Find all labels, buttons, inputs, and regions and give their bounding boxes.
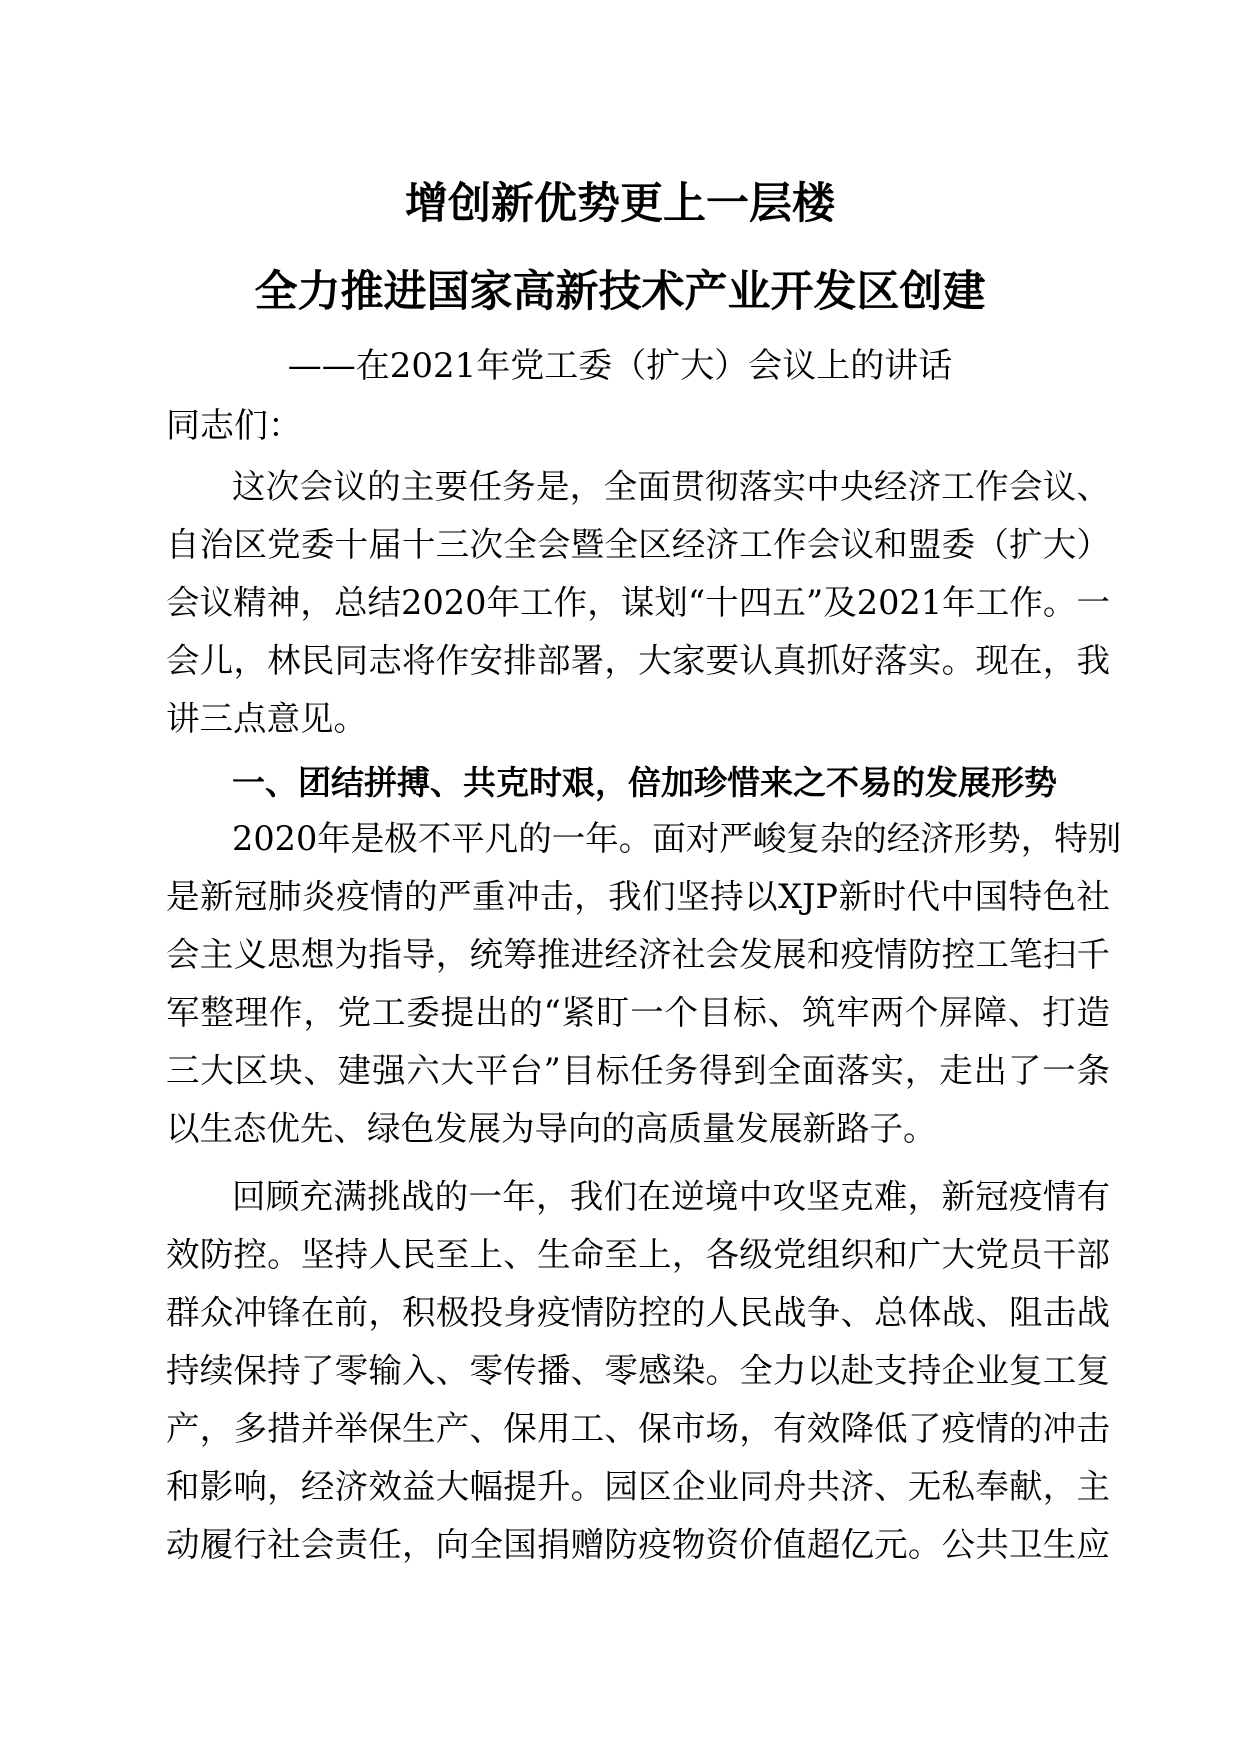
paragraph-line: 会主义思想为指导，统筹推进经济社会发展和疫情防控工笔扫千 [166, 935, 1110, 974]
paragraph-line: 和影响，经济效益大幅提升。园区企业同舟共济、无私奉献，主 [166, 1467, 1110, 1506]
paragraph-line: 会儿，林民同志将作安排部署，大家要认真抓好落实。现在，我 [166, 641, 1110, 680]
document-subtitle: ——在2021年党工委（扩大）会议上的讲话 [287, 346, 953, 386]
paragraph-line: 回顾充满挑战的一年，我们在逆境中攻坚克难，新冠疫情有 [232, 1177, 1110, 1216]
paragraph-line: 以生态优先、绿色发展为导向的高质量发展新路子。 [166, 1109, 937, 1148]
paragraph-line: 效防控。坚持人民至上、生命至上，各级党组织和广大党员干部 [166, 1235, 1110, 1274]
paragraph-line: 2020年是极不平凡的一年。面对严峻复杂的经济形势，特别 [232, 819, 1122, 858]
document-title-line-2: 全力推进国家高新技术产业开发区创建 [254, 267, 986, 317]
document-title-line-1: 增创新优势更上一层楼 [405, 179, 835, 229]
paragraph-line: 群众冲锋在前，积极投身疫情防控的人民战争、总体战、阻击战 [166, 1293, 1110, 1332]
paragraph-line: 讲三点意见。 [166, 699, 367, 738]
paragraph-3 [166, 1168, 1110, 1574]
section-heading-1: 一、团结拼搏、共克时艰，倍加珍惜来之不易的发展形势 [232, 763, 1057, 802]
paragraph-line: 军整理作，党工委提出的“紧盯一个目标、筑牢两个屏障、打造 [166, 993, 1110, 1032]
paragraph-line: 动履行社会责任，向全国捐赠防疫物资价值超亿元。公共卫生应 [166, 1525, 1110, 1564]
paragraph-line: 这次会议的主要任务是，全面贯彻落实中央经济工作会议、 [232, 467, 1110, 506]
salutation: 同志们： [166, 406, 302, 446]
paragraph-1 [166, 458, 1110, 748]
paragraph-line: 是新冠肺炎疫情的严重冲击，我们坚持以XJP新时代中国特色社 [166, 877, 1110, 916]
paragraph-line: 会议精神，总结2020年工作，谋划“十四五”及2021年工作。一 [166, 583, 1110, 622]
paragraph-line: 自治区党委十届十三次全会暨全区经济工作会议和盟委（扩大） [166, 525, 1110, 564]
paragraph-line: 三大区块、建强六大平台”目标任务得到全面落实，走出了一条 [166, 1051, 1110, 1090]
paragraph-line: 持续保持了零输入、零传播、零感染。全力以赴支持企业复工复 [166, 1351, 1110, 1390]
paragraph-line: 产，多措并举保生产、保用工、保市场，有效降低了疫情的冲击 [166, 1409, 1110, 1448]
paragraph-2 [166, 810, 1122, 1158]
